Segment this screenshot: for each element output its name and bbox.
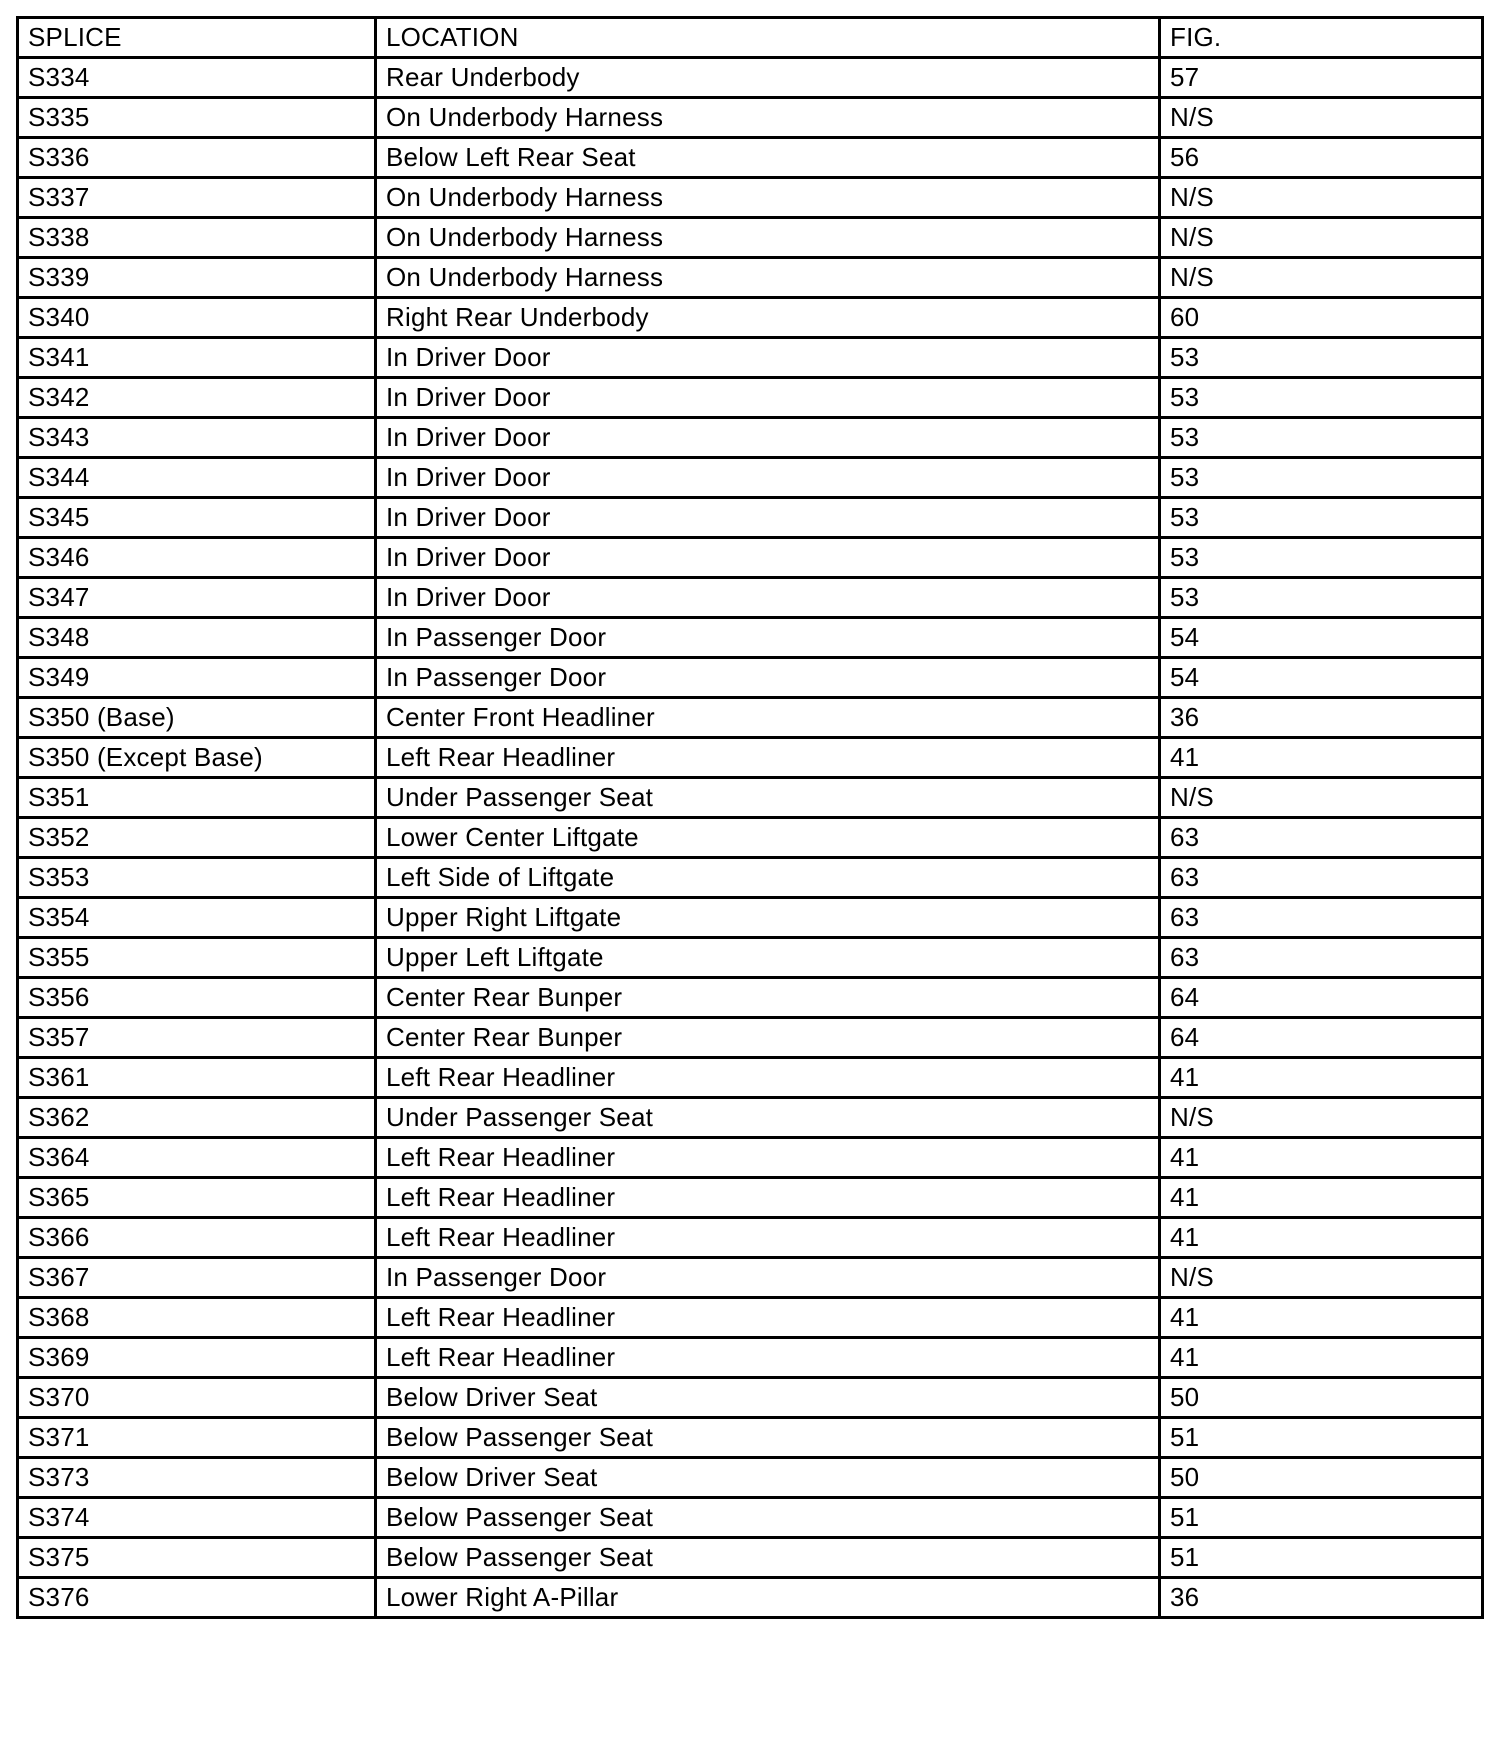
cell-splice: S353 bbox=[18, 858, 376, 898]
splice-location-sheet bbox=[16, 16, 1484, 1619]
table-row bbox=[18, 138, 1483, 178]
cell-splice: S369 bbox=[18, 1338, 376, 1378]
cell-fig: 51 bbox=[1160, 1498, 1483, 1538]
cell-splice: S373 bbox=[18, 1458, 376, 1498]
cell-fig: N/S bbox=[1160, 258, 1483, 298]
cell-splice: S339 bbox=[18, 258, 376, 298]
cell-fig: N/S bbox=[1160, 218, 1483, 258]
table-row bbox=[18, 1338, 1483, 1378]
table-row bbox=[18, 298, 1483, 338]
cell-splice: S352 bbox=[18, 818, 376, 858]
cell-splice: S344 bbox=[18, 458, 376, 498]
cell-fig: 63 bbox=[1160, 938, 1483, 978]
cell-location: Upper Right Liftgate bbox=[376, 898, 1160, 938]
cell-fig: 41 bbox=[1160, 738, 1483, 778]
cell-splice: S364 bbox=[18, 1138, 376, 1178]
cell-splice: S348 bbox=[18, 618, 376, 658]
cell-fig: N/S bbox=[1160, 178, 1483, 218]
cell-location: Left Rear Headliner bbox=[376, 738, 1160, 778]
cell-splice: S366 bbox=[18, 1218, 376, 1258]
cell-location: Upper Left Liftgate bbox=[376, 938, 1160, 978]
cell-splice: S375 bbox=[18, 1538, 376, 1578]
cell-fig: 41 bbox=[1160, 1058, 1483, 1098]
table-row bbox=[18, 778, 1483, 818]
cell-splice: S351 bbox=[18, 778, 376, 818]
splice-location-table bbox=[16, 16, 1484, 1619]
cell-fig: 63 bbox=[1160, 858, 1483, 898]
cell-splice: S336 bbox=[18, 138, 376, 178]
cell-fig: N/S bbox=[1160, 1258, 1483, 1298]
cell-location: In Driver Door bbox=[376, 458, 1160, 498]
table-row bbox=[18, 698, 1483, 738]
table-row bbox=[18, 1538, 1483, 1578]
cell-splice: S376 bbox=[18, 1578, 376, 1618]
cell-fig: 64 bbox=[1160, 978, 1483, 1018]
cell-splice: S354 bbox=[18, 898, 376, 938]
cell-location: In Driver Door bbox=[376, 338, 1160, 378]
table-row bbox=[18, 1098, 1483, 1138]
cell-splice: S368 bbox=[18, 1298, 376, 1338]
table-row bbox=[18, 578, 1483, 618]
cell-splice: S361 bbox=[18, 1058, 376, 1098]
cell-fig: N/S bbox=[1160, 1098, 1483, 1138]
cell-fig: N/S bbox=[1160, 778, 1483, 818]
cell-location: Left Rear Headliner bbox=[376, 1298, 1160, 1338]
table-row bbox=[18, 1378, 1483, 1418]
cell-splice: S362 bbox=[18, 1098, 376, 1138]
cell-splice: S365 bbox=[18, 1178, 376, 1218]
cell-location: Left Rear Headliner bbox=[376, 1338, 1160, 1378]
cell-splice: S341 bbox=[18, 338, 376, 378]
cell-location: In Driver Door bbox=[376, 378, 1160, 418]
table-row bbox=[18, 978, 1483, 1018]
table-row bbox=[18, 218, 1483, 258]
cell-fig: 63 bbox=[1160, 818, 1483, 858]
cell-location: Left Rear Headliner bbox=[376, 1058, 1160, 1098]
table-row bbox=[18, 1218, 1483, 1258]
table-row bbox=[18, 338, 1483, 378]
cell-location: Center Rear Bunper bbox=[376, 1018, 1160, 1058]
cell-location: In Driver Door bbox=[376, 498, 1160, 538]
table-row bbox=[18, 658, 1483, 698]
table-row bbox=[18, 178, 1483, 218]
table-row bbox=[18, 498, 1483, 538]
cell-fig: 63 bbox=[1160, 898, 1483, 938]
cell-splice: S371 bbox=[18, 1418, 376, 1458]
cell-fig: 57 bbox=[1160, 58, 1483, 98]
cell-splice: S334 bbox=[18, 58, 376, 98]
cell-location: On Underbody Harness bbox=[376, 98, 1160, 138]
cell-fig: 64 bbox=[1160, 1018, 1483, 1058]
cell-fig: 54 bbox=[1160, 618, 1483, 658]
table-row bbox=[18, 738, 1483, 778]
cell-location: On Underbody Harness bbox=[376, 258, 1160, 298]
table-row bbox=[18, 1018, 1483, 1058]
table-row bbox=[18, 458, 1483, 498]
cell-fig: 50 bbox=[1160, 1458, 1483, 1498]
cell-location: Lower Right A-Pillar bbox=[376, 1578, 1160, 1618]
cell-location: Below Driver Seat bbox=[376, 1458, 1160, 1498]
cell-location: In Passenger Door bbox=[376, 618, 1160, 658]
cell-fig: 53 bbox=[1160, 458, 1483, 498]
table-row bbox=[18, 98, 1483, 138]
cell-splice: S347 bbox=[18, 578, 376, 618]
cell-location: Below Passenger Seat bbox=[376, 1498, 1160, 1538]
cell-fig: 53 bbox=[1160, 578, 1483, 618]
cell-splice: S370 bbox=[18, 1378, 376, 1418]
cell-fig: 50 bbox=[1160, 1378, 1483, 1418]
table-header-row bbox=[18, 18, 1483, 58]
cell-location: Left Rear Headliner bbox=[376, 1138, 1160, 1178]
cell-fig: 54 bbox=[1160, 658, 1483, 698]
cell-location: Left Rear Headliner bbox=[376, 1178, 1160, 1218]
cell-splice: S342 bbox=[18, 378, 376, 418]
cell-location: Rear Underbody bbox=[376, 58, 1160, 98]
cell-fig: 53 bbox=[1160, 418, 1483, 458]
table-row bbox=[18, 1258, 1483, 1298]
table-row bbox=[18, 1138, 1483, 1178]
cell-location: In Passenger Door bbox=[376, 658, 1160, 698]
table-row bbox=[18, 1458, 1483, 1498]
cell-splice: S350 (Base) bbox=[18, 698, 376, 738]
table-row bbox=[18, 1178, 1483, 1218]
table-row bbox=[18, 898, 1483, 938]
cell-location: Under Passenger Seat bbox=[376, 1098, 1160, 1138]
cell-location: On Underbody Harness bbox=[376, 218, 1160, 258]
cell-splice: S345 bbox=[18, 498, 376, 538]
header-fig: FIG. bbox=[1160, 18, 1483, 58]
cell-location: Below Left Rear Seat bbox=[376, 138, 1160, 178]
table-row bbox=[18, 258, 1483, 298]
cell-fig: 56 bbox=[1160, 138, 1483, 178]
cell-fig: 60 bbox=[1160, 298, 1483, 338]
cell-splice: S343 bbox=[18, 418, 376, 458]
cell-fig: 41 bbox=[1160, 1178, 1483, 1218]
table-row bbox=[18, 1498, 1483, 1538]
cell-splice: S357 bbox=[18, 1018, 376, 1058]
table-row bbox=[18, 1058, 1483, 1098]
table-row bbox=[18, 818, 1483, 858]
table-row bbox=[18, 938, 1483, 978]
cell-splice: S350 (Except Base) bbox=[18, 738, 376, 778]
cell-location: Under Passenger Seat bbox=[376, 778, 1160, 818]
cell-location: In Driver Door bbox=[376, 418, 1160, 458]
table-body bbox=[18, 58, 1483, 1618]
cell-fig: N/S bbox=[1160, 98, 1483, 138]
cell-location: Left Side of Liftgate bbox=[376, 858, 1160, 898]
cell-splice: S349 bbox=[18, 658, 376, 698]
table-row bbox=[18, 418, 1483, 458]
cell-location: Lower Center Liftgate bbox=[376, 818, 1160, 858]
cell-splice: S356 bbox=[18, 978, 376, 1018]
table-row bbox=[18, 1298, 1483, 1338]
cell-location: Center Rear Bunper bbox=[376, 978, 1160, 1018]
cell-location: Left Rear Headliner bbox=[376, 1218, 1160, 1258]
cell-location: In Driver Door bbox=[376, 578, 1160, 618]
cell-fig: 51 bbox=[1160, 1538, 1483, 1578]
cell-fig: 53 bbox=[1160, 378, 1483, 418]
table-row bbox=[18, 1418, 1483, 1458]
header-splice: SPLICE bbox=[18, 18, 376, 58]
cell-location: In Driver Door bbox=[376, 538, 1160, 578]
cell-location: In Passenger Door bbox=[376, 1258, 1160, 1298]
cell-location: On Underbody Harness bbox=[376, 178, 1160, 218]
cell-location: Below Passenger Seat bbox=[376, 1538, 1160, 1578]
header-location: LOCATION bbox=[376, 18, 1160, 58]
cell-fig: 53 bbox=[1160, 338, 1483, 378]
cell-splice: S355 bbox=[18, 938, 376, 978]
cell-fig: 36 bbox=[1160, 1578, 1483, 1618]
cell-fig: 53 bbox=[1160, 498, 1483, 538]
cell-location: Below Driver Seat bbox=[376, 1378, 1160, 1418]
cell-fig: 41 bbox=[1160, 1218, 1483, 1258]
table-row bbox=[18, 618, 1483, 658]
cell-fig: 41 bbox=[1160, 1138, 1483, 1178]
cell-fig: 41 bbox=[1160, 1298, 1483, 1338]
cell-fig: 53 bbox=[1160, 538, 1483, 578]
cell-fig: 41 bbox=[1160, 1338, 1483, 1378]
table-row bbox=[18, 58, 1483, 98]
table-row bbox=[18, 1578, 1483, 1618]
cell-splice: S374 bbox=[18, 1498, 376, 1538]
cell-fig: 36 bbox=[1160, 698, 1483, 738]
cell-location: Below Passenger Seat bbox=[376, 1418, 1160, 1458]
cell-splice: S346 bbox=[18, 538, 376, 578]
cell-fig: 51 bbox=[1160, 1418, 1483, 1458]
cell-splice: S340 bbox=[18, 298, 376, 338]
table-row bbox=[18, 538, 1483, 578]
cell-splice: S338 bbox=[18, 218, 376, 258]
cell-splice: S337 bbox=[18, 178, 376, 218]
cell-location: Center Front Headliner bbox=[376, 698, 1160, 738]
table-row bbox=[18, 858, 1483, 898]
cell-splice: S367 bbox=[18, 1258, 376, 1298]
cell-splice: S335 bbox=[18, 98, 376, 138]
table-row bbox=[18, 378, 1483, 418]
cell-location: Right Rear Underbody bbox=[376, 298, 1160, 338]
